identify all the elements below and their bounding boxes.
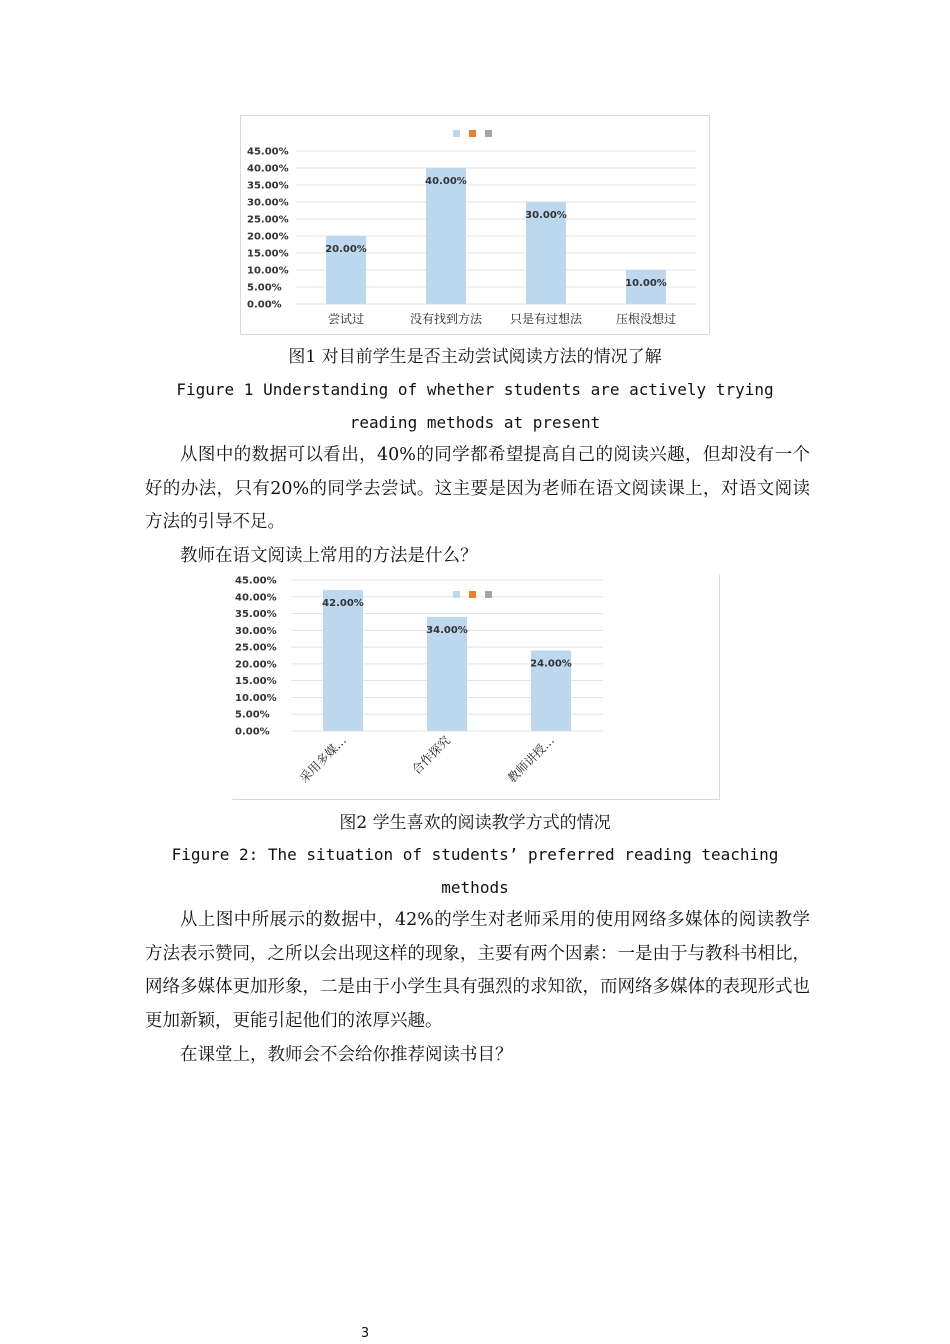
fig1-data-label: 20.00%	[325, 244, 367, 255]
fig2-y-tick-label: 35.00%	[235, 609, 277, 621]
fig1-data-label: 40.00%	[425, 176, 467, 187]
fig2-y-tick-label: 5.00%	[235, 709, 270, 721]
fig1-y-tick-label: 10.00%	[247, 265, 289, 277]
fig1-legend-marker	[453, 130, 460, 137]
fig2-x-tick-label: 采用多媒…	[296, 733, 350, 786]
fig1-legend-marker	[469, 130, 476, 137]
fig1-y-tick-label: 15.00%	[247, 248, 289, 260]
fig1-y-tick-label: 40.00%	[247, 163, 289, 175]
fig1-y-tick-label: 45.00%	[247, 146, 289, 158]
fig2-x-tick-label: 教师讲授…	[504, 733, 558, 786]
fig1-y-tick-label: 0.00%	[247, 299, 282, 311]
fig1-legend-marker	[485, 130, 492, 137]
figure2-chart-svg	[233, 575, 719, 799]
fig1-data-label: 30.00%	[525, 210, 567, 221]
fig2-legend-marker	[485, 591, 492, 598]
question-2: 在课堂上，教师会不会给你推荐阅读书目？	[180, 1045, 513, 1065]
fig2-y-tick-label: 20.00%	[235, 659, 277, 671]
fig2-legend-marker	[469, 591, 476, 598]
fig2-data-label: 42.00%	[322, 598, 364, 610]
figure2-caption-cn: 图2 学生喜欢的阅读教学方式的情况	[339, 813, 611, 833]
fig2-y-tick-label: 30.00%	[235, 625, 277, 637]
question-1: 教师在语文阅读上常用的方法是什么？	[180, 546, 478, 566]
figure1-chart	[240, 115, 710, 335]
page-number: 3	[360, 1326, 370, 1341]
figure1-chart-svg	[241, 116, 709, 334]
fig2-y-tick-label: 25.00%	[235, 642, 277, 654]
fig1-x-tick-label: 没有找到方法	[409, 312, 483, 326]
fig1-y-tick-label: 35.00%	[247, 180, 289, 192]
fig1-x-tick-label: 尝试过	[327, 312, 365, 326]
paragraph-2: 从上图中所展示的数据中，42%的学生对老师采用的使用网络多媒体的阅读教学方法表示赞同，之所以会出现这样的现象，主要有两个因素：一是由于与教科书相比，网络多媒体更加形象，二是由于小学生具有强烈的求知欲，而网络多媒体的表现形式也更加新颖，更能引起他们的浓厚兴趣。	[145, 910, 810, 1031]
fig2-y-tick-label: 10.00%	[235, 692, 277, 704]
fig2-bar	[323, 590, 363, 731]
fig1-data-label: 10.00%	[625, 278, 667, 289]
figure1-caption-cn: 图1 对目前学生是否主动尝试阅读方法的情况了解	[288, 347, 662, 367]
fig1-y-tick-label: 30.00%	[247, 197, 289, 209]
fig2-y-tick-label: 15.00%	[235, 676, 277, 688]
fig2-x-tick-label: 合作探究	[409, 733, 454, 778]
fig1-y-tick-label: 5.00%	[247, 282, 282, 294]
fig2-data-label: 24.00%	[530, 658, 572, 670]
fig1-y-tick-label: 25.00%	[247, 214, 289, 226]
fig2-y-tick-label: 45.00%	[235, 575, 277, 587]
fig1-y-tick-label: 20.00%	[247, 231, 289, 243]
paragraph-1: 从图中的数据可以看出，40%的同学都希望提高自己的阅读兴趣，但却没有一个好的办法，只有20%的同学去尝试。这主要是因为老师在语文阅读课上，对语文阅读方法的引导不足。	[145, 445, 810, 532]
fig1-x-tick-label: 只是有过想法	[509, 312, 583, 326]
fig1-x-tick-label: 压根没想过	[615, 312, 677, 326]
fig2-y-tick-label: 40.00%	[235, 592, 277, 604]
fig1-bar	[426, 168, 466, 304]
fig2-data-label: 34.00%	[426, 624, 468, 636]
fig2-legend-marker	[453, 591, 460, 598]
figure1-caption-en: Figure 1 Understanding of whether students are actively trying reading methods at present	[176, 380, 774, 432]
fig2-y-tick-label: 0.00%	[235, 726, 270, 738]
figure2-chart	[232, 574, 720, 800]
figure2-caption-en: Figure 2: The situation of students’ preferred reading teaching methods	[171, 845, 779, 897]
